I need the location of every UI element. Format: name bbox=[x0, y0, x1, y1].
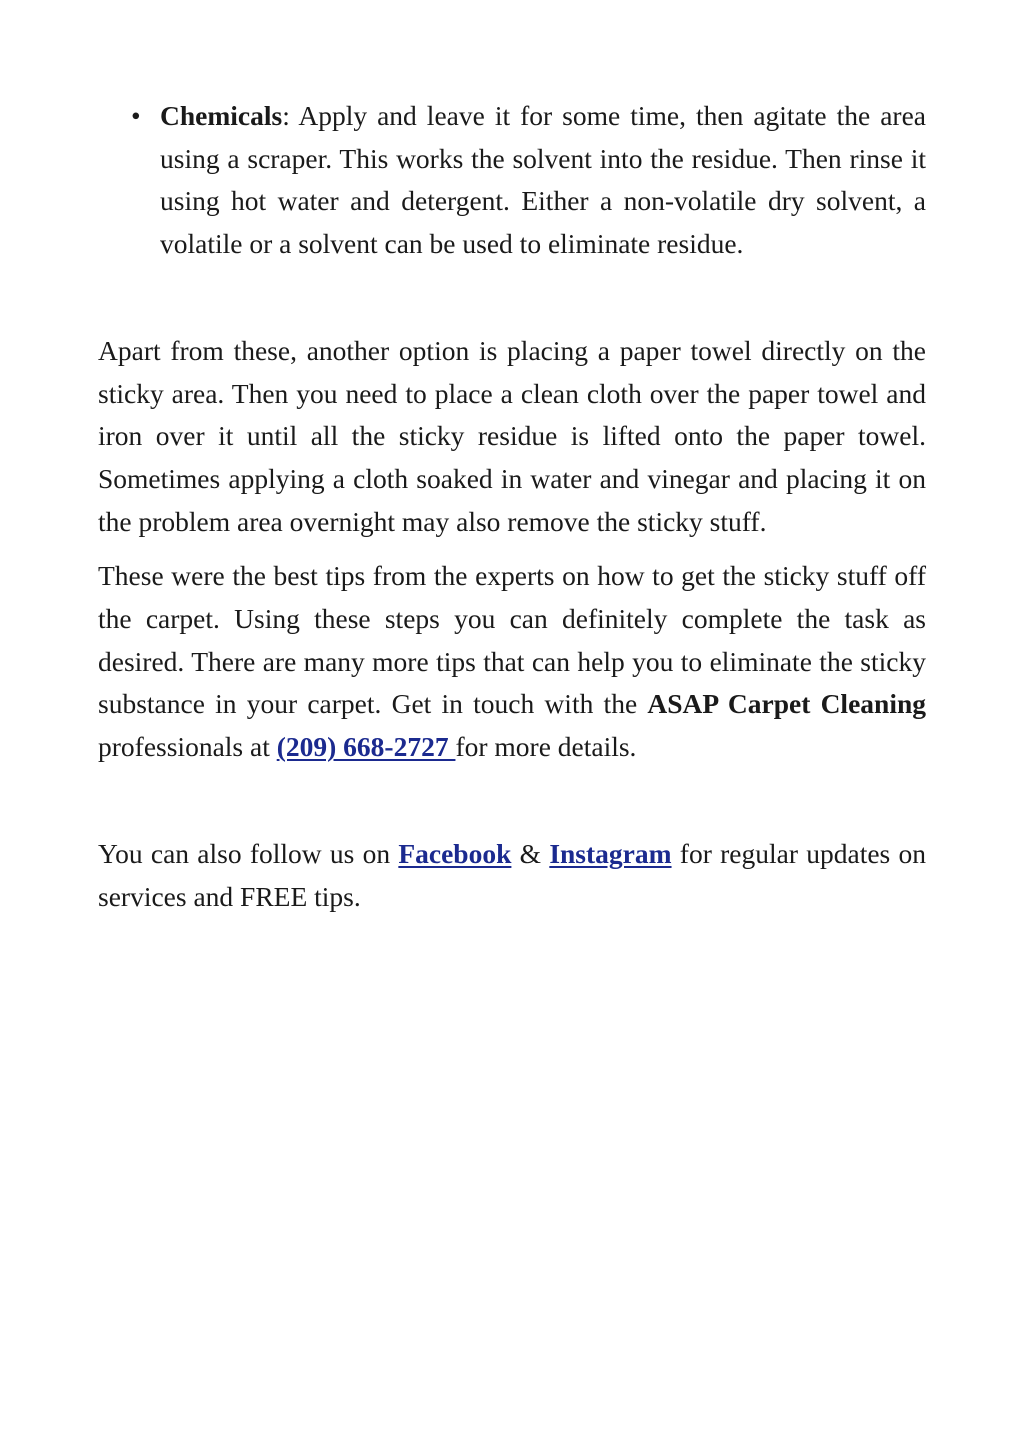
paragraph-alternative-method bbox=[98, 330, 926, 544]
company-name: ASAP Carpet Cleaning bbox=[647, 688, 927, 720]
paragraph-text-after: for more details. bbox=[455, 731, 637, 763]
bullet-term: Chemicals bbox=[160, 100, 283, 131]
paragraph-text-before: You can also follow us on bbox=[98, 837, 399, 869]
bullet-icon: • bbox=[131, 100, 141, 131]
bullet-colon: : bbox=[282, 100, 290, 131]
phone-link[interactable]: (209) 668-2727 bbox=[276, 731, 456, 763]
paragraph-contact bbox=[98, 555, 926, 769]
ampersand-text: & bbox=[511, 837, 550, 869]
facebook-link[interactable]: Facebook bbox=[398, 837, 512, 869]
paragraph-social bbox=[98, 833, 926, 918]
paragraph-text-after: for regular updates on services and FREE tips. bbox=[98, 837, 926, 912]
list-item bbox=[98, 95, 926, 266]
paragraph-text-middle: professionals at bbox=[98, 731, 277, 763]
paragraph-text-before: These were the best tips from the experts on how to get the sticky stuff off the carpet. Using these steps you can definitely complete the task as desired. There are many more tips that can help you to eliminate the sticky substance in your carpet. Get in touch with the bbox=[98, 560, 926, 720]
bullet-list bbox=[98, 95, 926, 266]
instagram-link[interactable]: Instagram bbox=[549, 837, 672, 869]
paragraph-text: Apart from these, another option is placing a paper towel directly on the sticky area. Then you need to place a clean cloth over the paper towel and iron over it until all the sticky residue is lifted onto the paper towel. Sometimes applying a cloth soaked in water and vinegar and placing it on the problem area overnight may also remove the sticky stuff. bbox=[98, 334, 926, 537]
document-page bbox=[98, 95, 926, 918]
bullet-text: Apply and leave it for some time, then agitate the area using a scraper. This works the solvent into the residue. Then rinse it using hot water and detergent. Either a non-volatile dry solvent, a volatile or a solvent can be used to eliminate residue. bbox=[160, 100, 926, 260]
